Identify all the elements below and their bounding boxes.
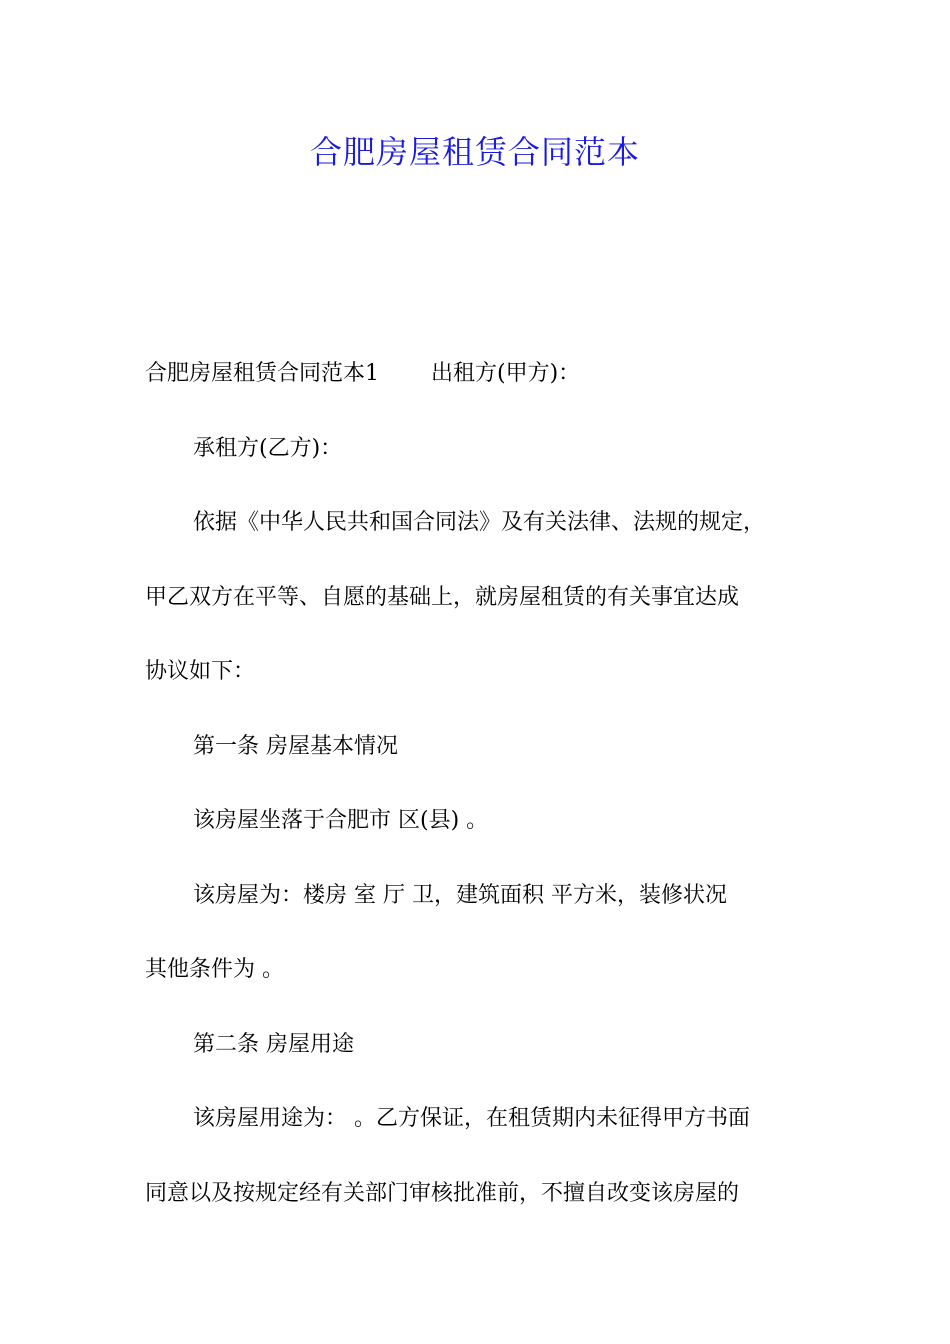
document-title: 合肥房屋租赁合同范本 <box>309 133 640 171</box>
paragraph-line-4: 甲乙双方在平等、自愿的基础上，就房屋租赁的有关事宜达成 <box>145 584 740 610</box>
contract-subtitle: 合肥房屋租赁合同范本1 <box>145 361 379 386</box>
lessee-label: 承租方(乙方)： <box>193 435 343 461</box>
paragraph-line-9: 其他条件为 。 <box>145 957 284 982</box>
lessor-label: 出租方(甲方)： <box>431 361 581 386</box>
paragraph-line-12: 同意以及按规定经有关部门审核批准前，不擅自改变该房屋的 <box>145 1180 740 1206</box>
paragraph-line-5: 协议如下： <box>145 659 256 684</box>
paragraph-line-8: 该房屋为：楼房 室 厅 卫，建筑面积 平方米，装修状况 <box>193 882 727 908</box>
document-body <box>145 337 835 1231</box>
paragraph-line-3: 依据《中华人民共和国合同法》及有关法律、法规的规定， <box>193 510 766 535</box>
paragraph-line-1 <box>145 337 835 412</box>
paragraph-line-11: 该房屋用途为： 。乙方保证，在租赁期内未征得甲方书面 <box>193 1106 750 1131</box>
paragraph-line-7: 该房屋坐落于合肥市 区(县) 。 <box>193 808 489 833</box>
article-1-heading: 第一条 房屋基本情况 <box>193 733 398 759</box>
article-2-heading: 第二条 房屋用途 <box>193 1031 354 1057</box>
